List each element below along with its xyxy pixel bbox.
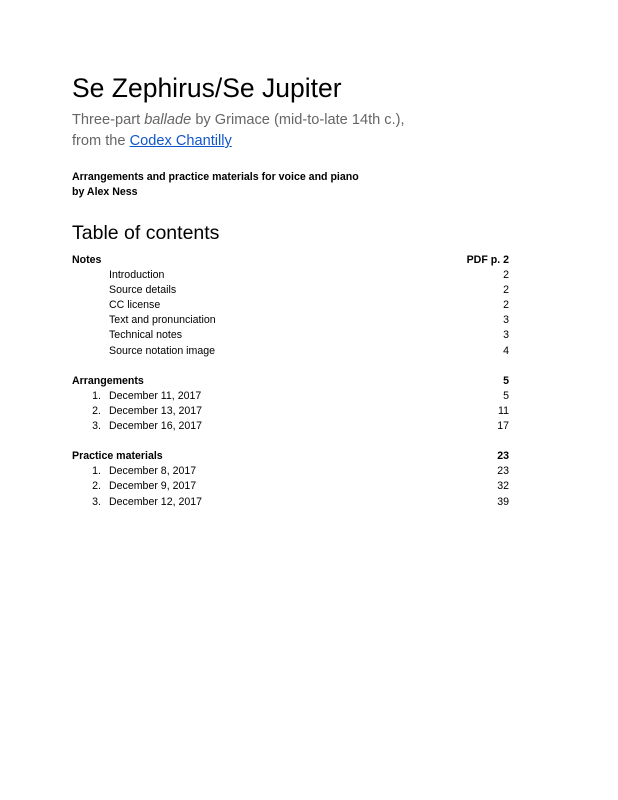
table-of-contents bbox=[72, 253, 509, 510]
toc-page-number: 23 bbox=[497, 450, 509, 463]
toc-section-practice-materials[interactable] bbox=[72, 449, 509, 464]
toc-page-number: PDF p. 2 bbox=[466, 254, 509, 266]
toc-item-label: Technical notes bbox=[109, 329, 183, 342]
toc-section-label: Practice materials bbox=[72, 450, 163, 463]
toc-item-number: 2. bbox=[92, 404, 101, 417]
byline-author: by Alex Ness bbox=[72, 186, 138, 198]
toc-item[interactable] bbox=[72, 389, 509, 404]
toc-page-number: 32 bbox=[497, 480, 509, 493]
toc-page-number: 23 bbox=[497, 465, 509, 478]
toc-item-label: Source details bbox=[109, 284, 177, 297]
toc-item-number: 3. bbox=[92, 495, 101, 508]
toc-page-number: 17 bbox=[497, 420, 509, 433]
toc-page-number: 39 bbox=[497, 495, 509, 508]
toc-item-number: 1. bbox=[92, 389, 101, 402]
toc-section-notes[interactable] bbox=[72, 253, 509, 268]
subtitle-text: Three-part bbox=[72, 112, 145, 128]
toc-item[interactable] bbox=[72, 495, 509, 510]
toc-item-label: December 16, 2017 bbox=[109, 420, 203, 433]
toc-item-label: Introduction bbox=[109, 269, 165, 282]
toc-item[interactable] bbox=[72, 328, 509, 343]
toc-item-number: 1. bbox=[92, 465, 101, 478]
toc-item[interactable] bbox=[72, 464, 509, 479]
toc-item[interactable] bbox=[72, 419, 509, 434]
subtitle-text: by Grimace (mid-to-late 14th c.), bbox=[191, 112, 405, 128]
document-title: Se Zephirus/Se Jupiter bbox=[72, 73, 342, 103]
toc-item[interactable] bbox=[72, 298, 509, 313]
toc-spacer bbox=[72, 434, 509, 449]
toc-heading: Table of contents bbox=[72, 222, 220, 244]
toc-item-label: Text and pronunciation bbox=[109, 314, 216, 327]
toc-page-number: 3 bbox=[503, 314, 509, 327]
toc-page-number: 3 bbox=[503, 329, 509, 342]
toc-page-number: 2 bbox=[503, 284, 509, 297]
toc-item-number: 3. bbox=[92, 420, 101, 433]
toc-item[interactable] bbox=[72, 268, 509, 283]
toc-page-number: 11 bbox=[498, 404, 509, 417]
toc-item[interactable] bbox=[72, 283, 509, 298]
toc-spacer bbox=[72, 359, 509, 374]
toc-section-label: Notes bbox=[72, 254, 102, 266]
subtitle-text: from the bbox=[72, 133, 130, 149]
toc-item-label: December 12, 2017 bbox=[109, 495, 203, 508]
subtitle bbox=[72, 110, 405, 152]
toc-page-number: 2 bbox=[503, 269, 509, 282]
byline-description: Arrangements and practice materials for voice and piano bbox=[72, 171, 359, 183]
toc-item-label: December 11, 2017 bbox=[109, 389, 202, 402]
toc-item-label: December 8, 2017 bbox=[109, 465, 197, 478]
toc-page-number: 4 bbox=[503, 344, 509, 357]
subtitle-line-2 bbox=[72, 131, 405, 152]
toc-item-label: December 9, 2017 bbox=[109, 480, 197, 493]
toc-item[interactable] bbox=[72, 404, 509, 419]
subtitle-emphasis: ballade bbox=[144, 112, 192, 128]
toc-item[interactable] bbox=[72, 313, 509, 328]
toc-section-arrangements[interactable] bbox=[72, 374, 509, 389]
byline bbox=[72, 170, 359, 200]
toc-item-label: CC license bbox=[109, 299, 161, 312]
toc-item-label: Source notation image bbox=[109, 344, 216, 357]
toc-item[interactable] bbox=[72, 344, 509, 359]
toc-section-label: Arrangements bbox=[72, 374, 144, 387]
toc-item[interactable] bbox=[72, 479, 509, 494]
subtitle-line-1 bbox=[72, 110, 405, 131]
toc-page-number: 5 bbox=[503, 389, 509, 402]
toc-item-number: 2. bbox=[92, 480, 101, 493]
toc-page-number: 2 bbox=[503, 299, 509, 312]
codex-chantilly-link[interactable]: Codex Chantilly bbox=[129, 133, 232, 149]
toc-page-number: 5 bbox=[503, 374, 509, 387]
toc-item-label: December 13, 2017 bbox=[109, 404, 203, 417]
